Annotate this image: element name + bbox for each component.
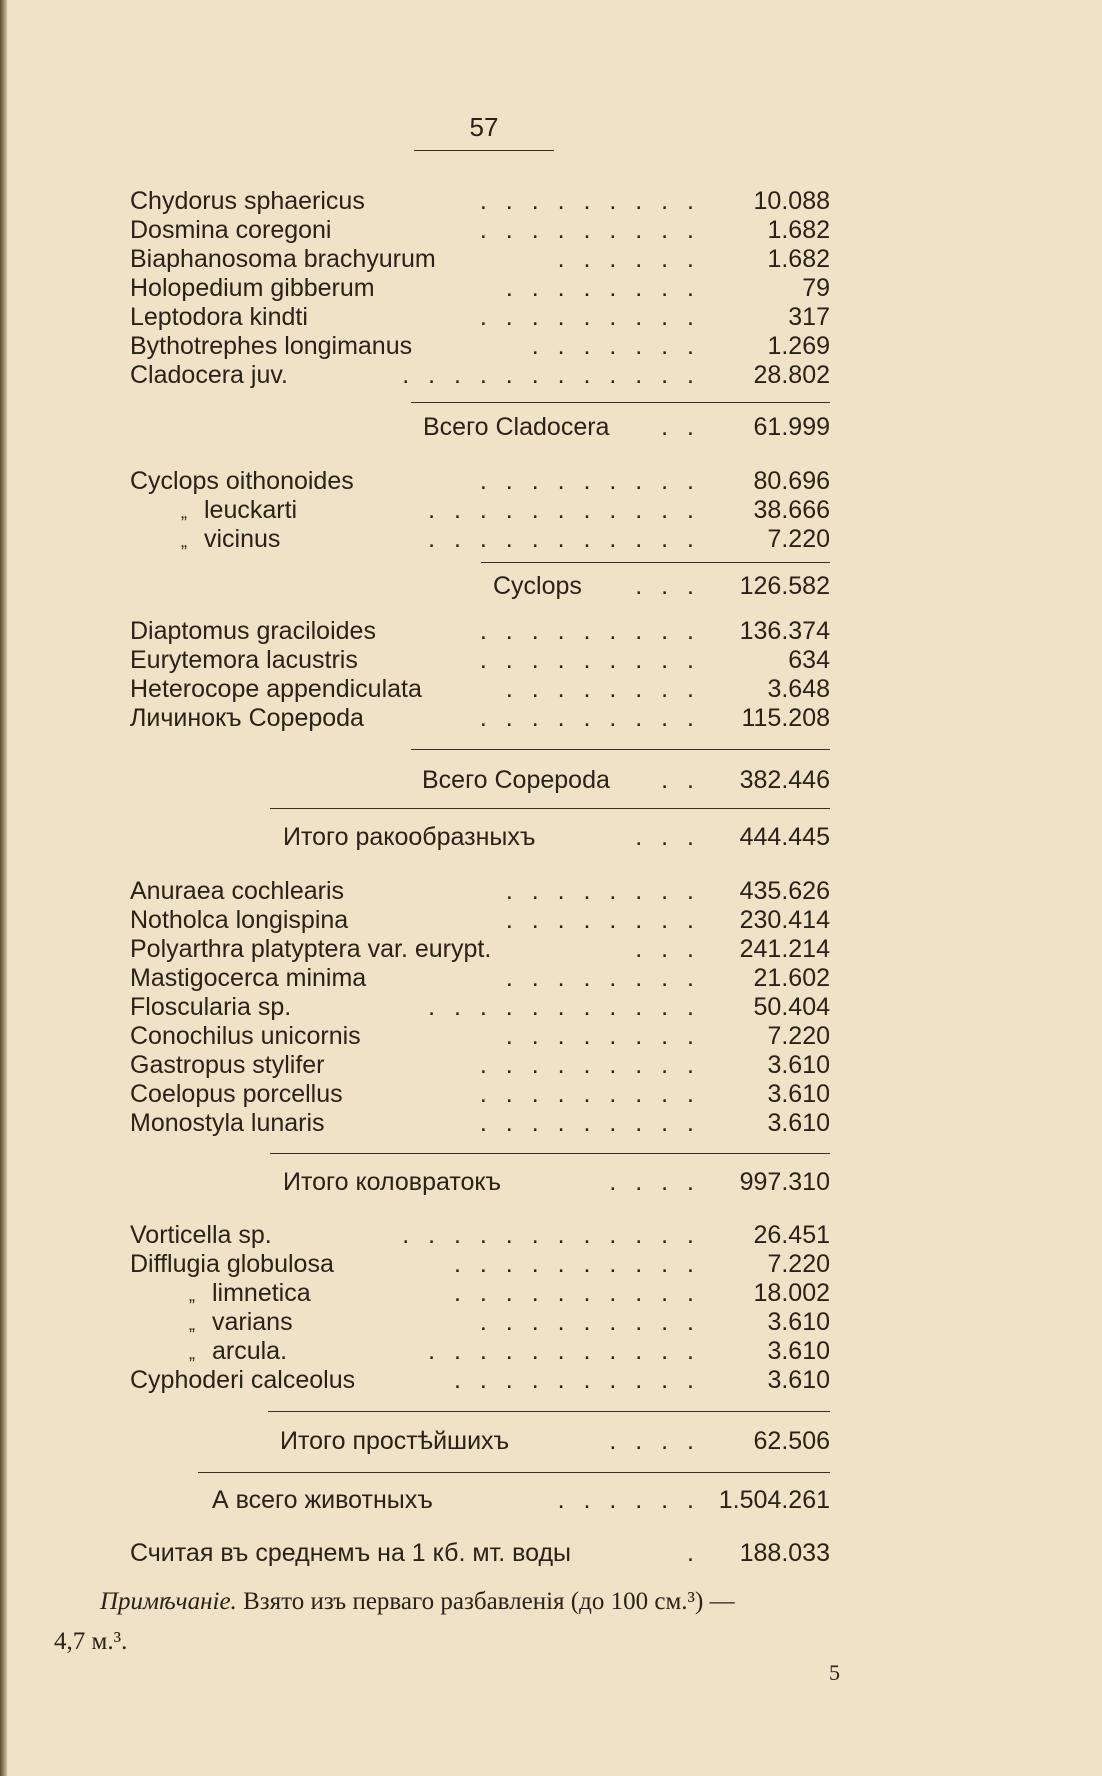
table-row [130,1278,830,1308]
species-name: limnetica [212,1279,311,1307]
total-row [130,1426,830,1456]
leader-dots: . . . . . . . . [505,964,700,992]
species-count: 7.220 [767,1250,830,1278]
subtotal-row [130,571,830,601]
table-row [130,331,830,361]
total-rule [268,1411,830,1412]
subtotal-rule [411,749,830,750]
leader-dots: . . . . . . . . [505,877,700,905]
leader-dots: . . . . . . . . . . . . [402,1221,700,1249]
species-name: Holopedium gibberum [130,274,375,302]
species-count: 3.610 [767,1051,830,1079]
leader-dots: . . . . . . . . . [479,704,700,732]
total-label: Итого коловратокъ [283,1168,501,1196]
leader-dots: . . . . . . . . . [479,1051,700,1079]
leader-dots: . . . . . . . . . [479,646,700,674]
average-value: 188.033 [739,1539,830,1567]
grand-total-rule [198,1472,830,1473]
leader-dots: . . . . . . [557,245,700,273]
printer-signature-mark: 5 [829,1660,840,1685]
leader-dots: . . . . . . . . . . [454,1279,700,1307]
species-count: 1.269 [767,332,830,360]
grand-total-label: А всего животныхъ [212,1486,433,1514]
table-row [130,616,830,646]
leader-dots: . . . . . . . . . . . [428,496,700,524]
leader-dots: . [687,1539,700,1567]
species-name: Chydorus sphaericus [130,187,365,215]
table-row [130,674,830,704]
species-name: Vorticella sp. [130,1221,272,1249]
leader-dots: . . . . . . . . . . [454,1250,700,1278]
leader-dots: . . . . [609,1427,700,1455]
species-count: 230.414 [739,906,830,934]
species-count: 3.610 [767,1109,830,1137]
leader-dots: . . . . . . . . . . . [428,525,700,553]
species-name: Notholca longispina [130,906,349,934]
subtotal-value: 61.999 [753,413,830,441]
table-row [130,244,830,274]
species-name: Gastropus stylifer [130,1051,325,1079]
leader-dots: . . [661,413,700,441]
leader-dots: . . . . . . . . . [479,1109,700,1137]
leader-dots: . . . . . . . . . [479,303,700,331]
total-row [130,822,830,852]
table-row [130,215,830,245]
leader-dots: . . . . . . . . [505,675,700,703]
species-count: 7.220 [767,1022,830,1050]
ditto-mark: „ [189,1285,195,1305]
total-value: 997.310 [739,1168,830,1196]
footnote [100,1582,900,1622]
species-count: 1.682 [767,245,830,273]
species-count: 317 [788,303,830,331]
table-row [130,1336,830,1366]
total-rule [270,1153,830,1154]
species-entry [164,524,280,556]
table-row [130,273,830,303]
subtotal-label: Cyclops [493,572,582,600]
ditto-mark: „ [181,502,187,522]
species-name: Diaptomus graciloides [130,617,376,645]
subtotal-rule [481,562,830,563]
leader-dots: . . . . . . . . . [479,467,700,495]
page-number: 57 [469,112,499,142]
total-label: Итого ракообразныхъ [283,823,536,851]
leader-dots: . . . . . . [557,1486,700,1514]
leader-dots: . . . . . . . . . [479,187,700,215]
species-entry [172,1336,287,1368]
species-count: 3.610 [767,1337,830,1365]
ditto-mark: „ [181,531,187,551]
footnote-text: Взято изъ перваго разбавленія (до 100 см.³) — [243,1588,735,1615]
table-row [130,495,830,525]
leader-dots: . . . . . . . . . . . [428,993,700,1021]
species-name: Heterocope appendiculata [130,675,422,703]
species-count: 3.610 [767,1080,830,1108]
leader-dots: . . . . . . . . [505,1022,700,1050]
leader-dots: . . . [635,935,700,963]
table-row [130,1108,830,1138]
species-count: 634 [788,646,830,674]
leader-dots: . . . . . . . . . . . [428,1337,700,1365]
subtotal-label: Всего Copepoda [422,766,610,794]
leader-dots: . . . . [609,1168,700,1196]
species-count: 26.451 [753,1221,830,1249]
species-count: 241.214 [739,935,830,963]
species-name: Coelopus porcellus [130,1080,343,1108]
leader-dots: . . . . . . . . . [479,1308,700,1336]
species-count: 7.220 [767,525,830,553]
ditto-mark: „ [189,1314,195,1334]
table-row [130,1079,830,1109]
leader-dots: . . . [635,823,700,851]
species-count: 136.374 [739,617,830,645]
table-row [130,1365,830,1395]
table-row [130,302,830,332]
average-label: Считая въ среднемъ на 1 кб. мт. воды [130,1539,572,1567]
table-row [130,1220,830,1250]
table-row [130,186,830,216]
table-row [130,466,830,496]
species-name: Leptodora kindti [130,303,308,331]
total-value: 62.506 [753,1427,830,1455]
species-name: Mastigocerca minima [130,964,367,992]
species-entry [172,1307,293,1339]
species-count: 38.666 [753,496,830,524]
species-count: 79 [802,274,830,302]
leader-dots: . . . . . . . . . . [454,1366,700,1394]
table-row [130,905,830,935]
species-count: 1.682 [767,216,830,244]
table-row [130,1021,830,1051]
species-count: 3.610 [767,1308,830,1336]
footnote-label: Примѣчаніе. [100,1588,237,1615]
species-count: 21.602 [753,964,830,992]
leader-dots: . . . . . . . . . [479,617,700,645]
species-count: 435.626 [739,877,830,905]
leader-dots: . . . [635,572,700,600]
species-name: Conochilus unicornis [130,1022,361,1050]
leader-dots: . . . . . . . . [505,274,700,302]
species-name: Monostyla lunaris [130,1109,325,1137]
table-row [130,1307,830,1337]
species-count: 3.610 [767,1366,830,1394]
table-row [130,645,830,675]
species-name: Anuraea cochlearis [130,877,345,905]
table-row [130,934,830,964]
species-name: leuckarti [204,496,298,524]
leader-dots: . . . . . . . . . . . . [402,361,700,389]
ditto-mark: „ [189,1343,195,1363]
leader-dots: . . . . . . . . . [479,216,700,244]
page-spine-edge [0,0,8,1776]
species-name: Cladocera juv. [130,361,288,389]
species-count: 10.088 [753,187,830,215]
species-count: 50.404 [753,993,830,1021]
subtotal-label: Всего Cladocera [423,413,610,441]
species-entry [172,1278,311,1310]
species-name: Eurytemora lacustris [130,646,358,674]
footnote-continuation: 4,7 м.³. [54,1628,128,1655]
species-name: Личинокъ Copepoda [130,704,364,732]
subtotal-row [130,765,830,795]
grand-total-value: 1.504.261 [718,1486,830,1514]
species-name: Biaphanosoma brachyurum [130,245,436,273]
page-number-rule [414,150,554,151]
subtotal-value: 382.446 [739,766,830,794]
species-count: 18.002 [753,1279,830,1307]
subtotal-rule [411,402,830,403]
table-row [130,963,830,993]
species-count: 80.696 [753,467,830,495]
total-value: 444.445 [739,823,830,851]
total-label: Итого простѣйшихъ [280,1427,510,1455]
leader-dots: . . . . . . . . . [479,1080,700,1108]
table-row [130,1050,830,1080]
species-name: Cyclops oithonoides [130,467,354,495]
species-name: Difflugia globulosa [130,1250,334,1278]
species-name: Cyphoderi calceolus [130,1366,356,1394]
table-row [130,360,830,390]
species-name: Dosmina coregoni [130,216,332,244]
species-name: varians [212,1308,293,1336]
subtotal-value: 126.582 [739,572,830,600]
species-count: 115.208 [741,704,830,732]
table-row [130,876,830,906]
species-entry [164,495,297,527]
total-rule [270,808,830,809]
leader-dots: . . . . . . . [531,332,700,360]
species-name: Polyarthra platyptera var. eurypt. [130,935,492,963]
species-name: Floscularia sp. [130,993,292,1021]
species-name: Bythotrephes longimanus [130,332,413,360]
table-row [130,524,830,554]
leader-dots: . . . . . . . . [505,906,700,934]
total-row [130,1167,830,1197]
species-count: 28.802 [753,361,830,389]
species-name: arcula. [212,1337,288,1365]
species-name: vicinus [204,525,281,553]
subtotal-row [130,412,830,442]
average-row [130,1538,830,1568]
table-row [130,703,830,733]
table-row [130,992,830,1022]
grand-total-row [130,1485,830,1515]
table-row [130,1249,830,1279]
leader-dots: . . [661,766,700,794]
species-count: 3.648 [767,675,830,703]
